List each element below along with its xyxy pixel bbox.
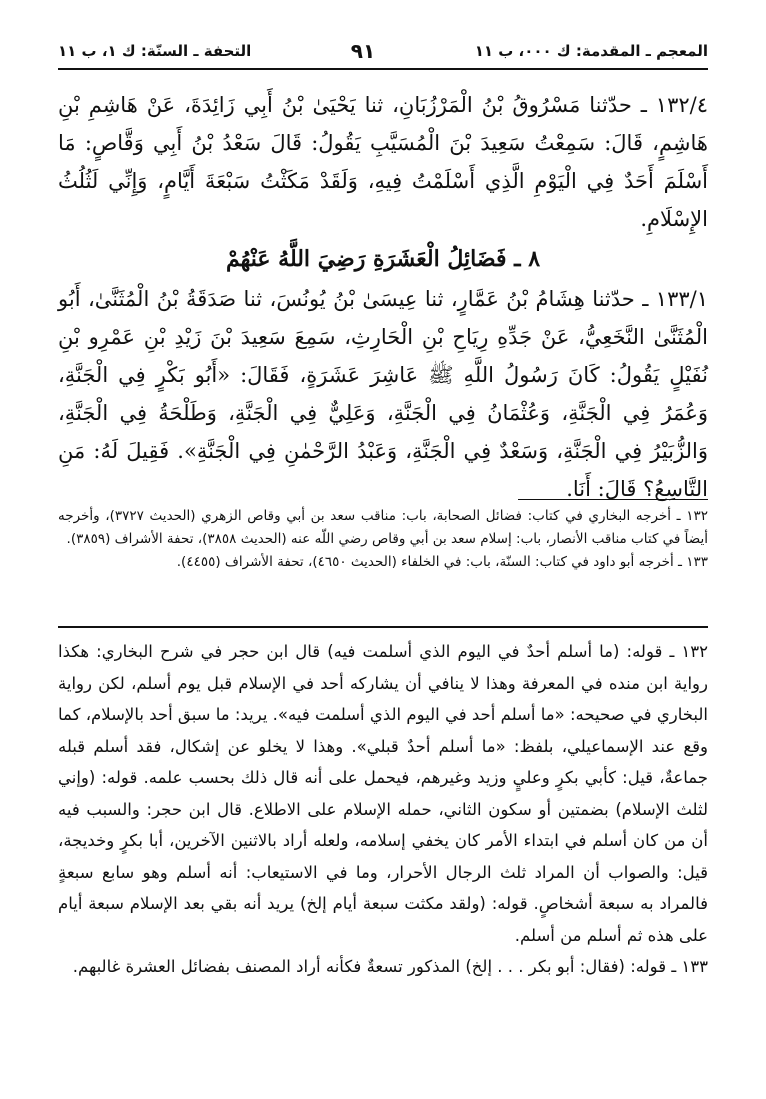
commentary-132: ١٣٢ ـ قوله: (ما أسلم أحدٌ في اليوم الذي أسلمت فيه) قال ابن حجر في شرح البخاري: هكذا رواية ابن منده في المعرفة وهذا لا ينافي أن يشاركه أحد في الإسلام قبل يوم أسلم، لكن رواية البخاري في صحيحه: «ما أسلم أحد في اليوم الذي أسلمت فيه». يريد: ما سبق أحد بالإسلام، كما وقع عند الإسماعيلي، بلفظ: «ما أسلم أحدٌ قبلي». وهذا لا يخلو عن إشكال، فقد أسلم قبله جماعةٌ، قيل: كأبي بكرٍ وعليٍ وزيد وغيرهم، فيحمل على أنه قال ذلك بحسب علمه. قوله: (وإني لثلث الإسلام) بضمتين أو سكون الثاني، حمله الإسلام على الاطلاع. قال ابن حجر: والسبب فيه أن من كان أسلم في ابتداء الأمر كان يخفي إسلامه، ولعله أراد بالاثنين الآخرين، أبا بكرٍ وخديجة، قيل: والصواب أن المراد ثلث الرجال الأحرار، وما في الاستيعاب: أنه أسلم وهو سابع سبعةٍ فالمراد به سبعة أشخاصٍ. قوله: (ولقد مكثت سبعة أيام إلخ) يريد أنه بقي بعد الإسلام سبعة أيام على هذه ثم أسلم من أسلم. — [58, 642, 708, 945]
header-right-reference: المعجم ـ المقدمة: ك ٠٠٠، ب ١١ — [474, 42, 708, 60]
footnote-133: ١٣٣ ـ أخرجه أبو داود في كتاب: السنّة، باب: في الخلفاء (الحديث ٤٦٥٠)، تحفة الأشراف (٤٤٥٥). — [176, 554, 708, 570]
commentary — [58, 636, 708, 983]
main-text — [58, 86, 708, 510]
page-number: ٩١ — [350, 39, 376, 63]
header-left-reference: التحفة ـ السنّة: ك ١، ب ١١ — [58, 42, 252, 60]
section-title: ٨ ـ فَضَائِلُ الْعَشَرَةِ رَضِيَ اللَّهُ عَنْهُمْ — [225, 246, 541, 272]
footnotes — [58, 505, 708, 574]
footnote-132: ١٣٢ ـ أخرجه البخاري في كتاب: فضائل الصحابة، باب: مناقب سعد بن أبي وقاص الزهري (الحديث ٣٧٢٧)، وأخرجه أيضاً في كتاب مناقب الأنصار، باب: إسلام سعد بن أبي وقاص رضي اللّه عنه (الحديث ٣٨٥٨)، تحفة الأشراف (٣٨٥٩). — [58, 508, 709, 547]
hadith-132: ١٣٢/٤ ـ حدّثنا مَسْرُوقُ بْنُ الْمَرْزُبَانِ، ثنا يَحْيَىٰ بْنُ أَبِي زَائِدَةَ، عَنْ هَاشِمِ بْنِ هَاشِمٍ، قَالَ: سَمِعْتُ سَعِيدَ بْنَ الْمُسَيَّبِ يَقُولُ: قَالَ سَعْدُ بْنُ أَبِي وَقَّاصٍ: مَا أَسْلَمَ أَحَدٌ فِي الْيَوْمِ الَّذِي أَسْلَمْتُ فِيهِ، وَلَقَدْ مَكَثْتُ سَبْعَةَ أَيَّامٍ، وَإِنِّي لَثُلُثُ الإِسْلَامِ. — [58, 93, 708, 231]
running-header — [58, 34, 708, 70]
commentary-133: ١٣٣ ـ قوله: (فقال: أبو بكر . . . إلخ) المذكور تسعةٌ فكأنه أراد المصنف بفضائل العشرة غالبهم. — [72, 957, 708, 976]
footnote-rule — [518, 499, 708, 500]
commentary-separator — [58, 626, 708, 628]
hadith-133: ١٣٣/١ ـ حدّثنا هِشَامُ بْنُ عَمَّارٍ، ثنا عِيسَىٰ بْنُ يُونُسَ، ثنا صَدَقَةُ بْنُ الْمُثَنَّىٰ، أَبُو الْمُثَنَّىٰ النَّخَعِيُّ، عَنْ جَدِّهِ رِيَاحِ بْنِ الْحَارِثِ، سَمِعَ سَعِيدَ بْنَ زَيْدِ بْنِ عَمْرِو بْنِ نُفَيْلٍ يَقُولُ: كَانَ رَسُولُ اللَّهِ ﷺ عَاشِرَ عَشَرَةٍ، فَقَالَ: «أَبُو بَكْرٍ فِي الْجَنَّةِ، وَعُمَرُ فِي الْجَنَّةِ، وَعُثْمَانُ فِي الْجَنَّةِ، وَعَلِيٌّ فِي الْجَنَّةِ، وَطَلْحَةُ فِي الْجَنَّةِ، وَالزُّبَيْرُ فِي الْجَنَّةِ، وَسَعْدٌ فِي الْجَنَّةِ، وَعَبْدُ الرَّحْمٰنِ فِي الْجَنَّةِ». فَقِيلَ لَهُ: مَنِ التَّاسِعُ؟ قَالَ: أَنَا. — [58, 287, 708, 501]
